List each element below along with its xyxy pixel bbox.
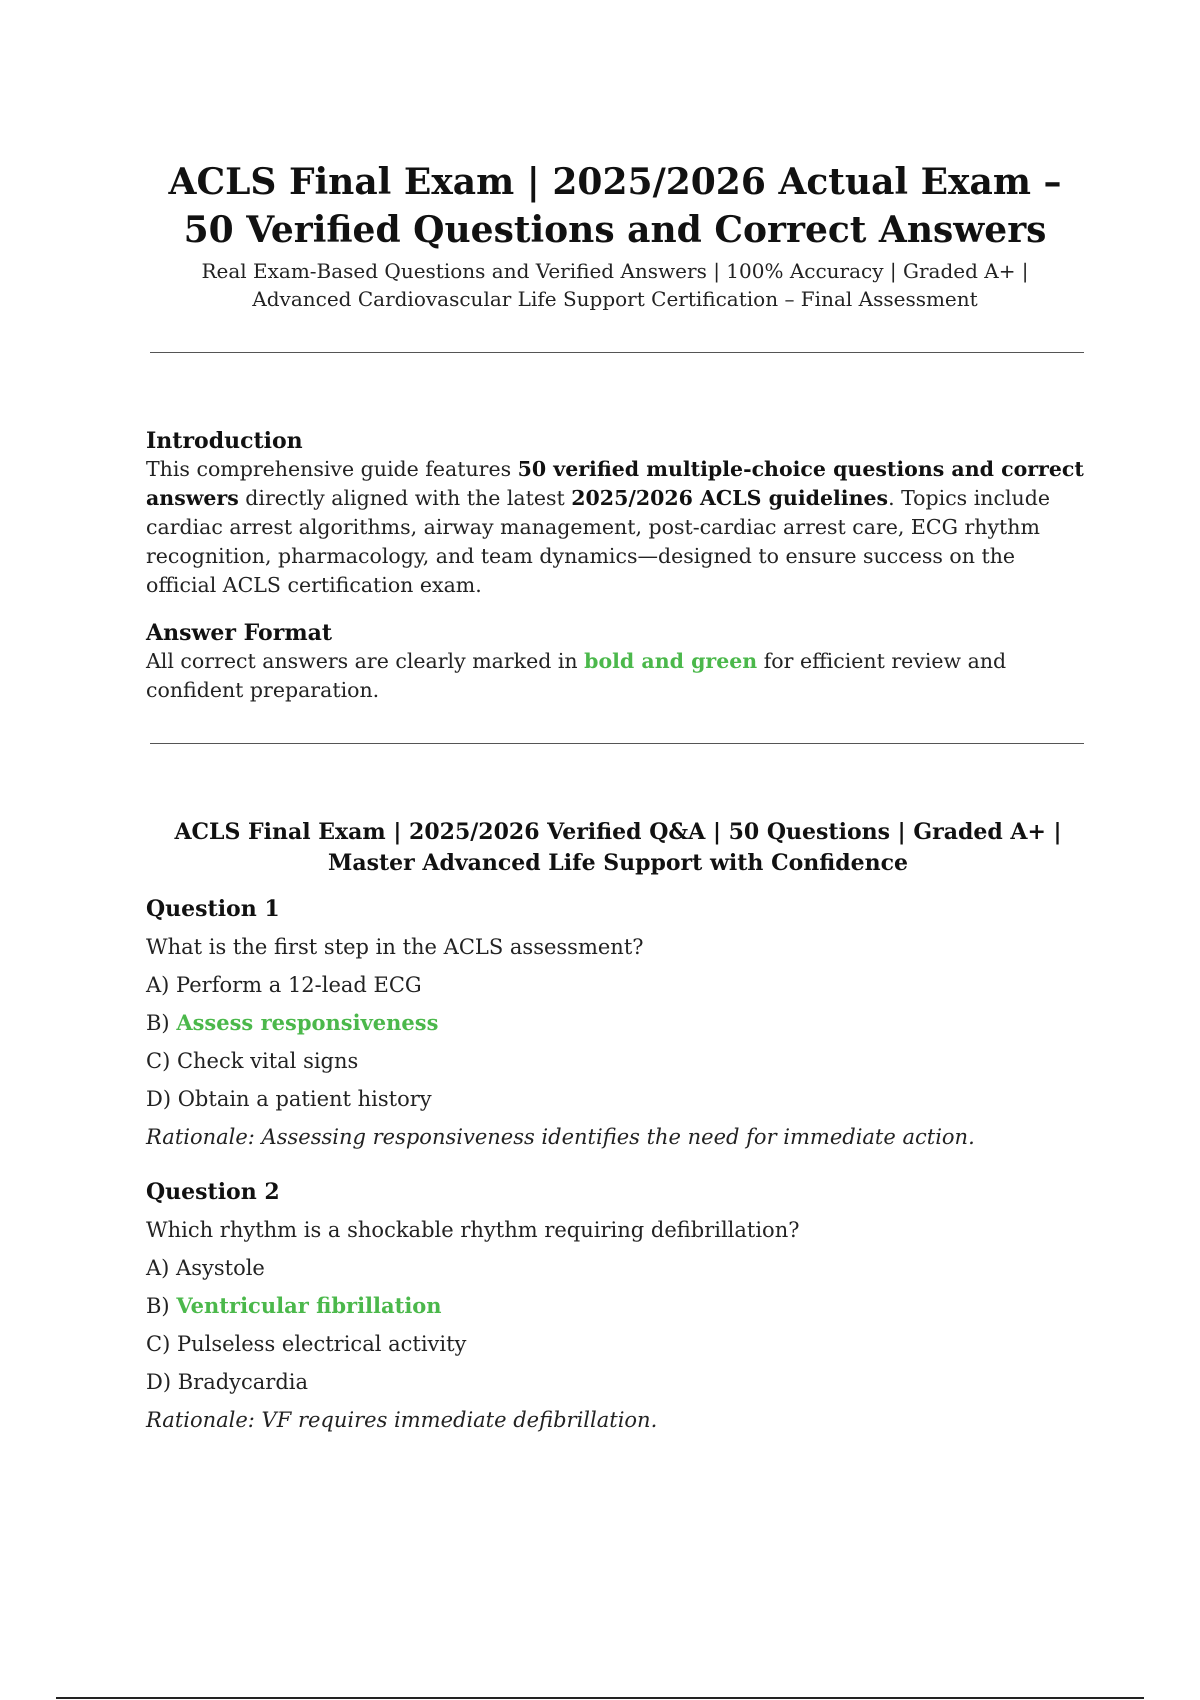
- option-text: Check vital signs: [176, 1049, 359, 1073]
- option-letter: B): [146, 1294, 170, 1318]
- question-title: Question 2: [146, 1179, 280, 1205]
- introduction-heading: Introduction: [146, 428, 303, 454]
- option-text: Asystole: [176, 1256, 265, 1280]
- divider-top: [150, 352, 1084, 353]
- question-prompt: Which rhythm is a shockable rhythm requiring defibrillation?: [146, 1218, 800, 1242]
- option-letter: A): [146, 973, 170, 997]
- page-bottom-border: [56, 1697, 1144, 1699]
- option-letter: D): [146, 1370, 172, 1394]
- introduction-text: [146, 455, 1090, 600]
- question-title: Question 1: [146, 896, 280, 922]
- question-block-2: [146, 1178, 1090, 1434]
- question-block-1: [146, 895, 1090, 1151]
- option-d: [146, 1085, 1090, 1113]
- option-b-correct: [146, 1009, 1090, 1037]
- option-letter: C): [146, 1332, 171, 1356]
- format-text-1: All correct answers are clearly marked in: [146, 649, 585, 673]
- option-a: [146, 971, 1090, 999]
- option-a: [146, 1254, 1090, 1282]
- intro-text-2: directly aligned with the latest: [238, 486, 572, 510]
- option-text: Pulseless electrical activity: [176, 1332, 467, 1356]
- option-text: Obtain a patient history: [177, 1087, 432, 1111]
- option-text: Perform a 12-lead ECG: [176, 973, 422, 997]
- intro-text-3: . Topics include cardiac arrest algorithms, airway management, post-cardiac arrest care, ECG rhythm recognition, pharmacology, and team dynamics—designed to ensure success on the official ACLS certification exam.: [146, 486, 1050, 597]
- option-letter: D): [146, 1087, 172, 1111]
- divider-middle: [150, 743, 1084, 744]
- intro-bold-2: 2025/2026 ACLS guidelines: [571, 486, 889, 510]
- document-title: ACLS Final Exam | 2025/2026 Actual Exam – 50 Verified Questions and Correct Answers: [168, 161, 1062, 251]
- option-d: [146, 1368, 1090, 1396]
- document-subtitle: Real Exam-Based Questions and Verified Answers | 100% Accuracy | Graded A+ | Advanced Cardiovascular Life Support Certification – Final Assessment: [201, 259, 1029, 311]
- format-highlight: bold and green: [584, 649, 758, 673]
- intro-text-1: This comprehensive guide features: [146, 457, 518, 481]
- option-text: Bradycardia: [177, 1370, 309, 1394]
- option-letter: A): [146, 1256, 170, 1280]
- option-letter: B): [146, 1011, 170, 1035]
- intro-bold-1: 50 verified multiple-choice questions and correct answers: [146, 457, 1084, 510]
- format-text-2: for efficient review and confident preparation.: [146, 649, 1007, 702]
- rationale: Rationale: VF requires immediate defibrillation.: [146, 1408, 658, 1432]
- option-c: [146, 1330, 1090, 1358]
- question-prompt: What is the first step in the ACLS assessment?: [146, 935, 644, 959]
- answer-format-section: [146, 619, 1090, 705]
- option-letter: C): [146, 1049, 171, 1073]
- option-text: Assess responsiveness: [176, 1010, 439, 1035]
- rationale: Rationale: Assessing responsiveness identifies the need for immediate action.: [146, 1125, 975, 1149]
- introduction-section: [146, 427, 1090, 600]
- qa-heading: ACLS Final Exam | 2025/2026 Verified Q&A | 50 Questions | Graded A+ | Master Advanced Life Support with Confidence: [174, 819, 1062, 876]
- answer-format-text: [146, 647, 1090, 705]
- option-c: [146, 1047, 1090, 1075]
- option-text: Ventricular fibrillation: [176, 1293, 442, 1318]
- answer-format-heading: Answer Format: [146, 620, 333, 646]
- option-b-correct: [146, 1292, 1090, 1320]
